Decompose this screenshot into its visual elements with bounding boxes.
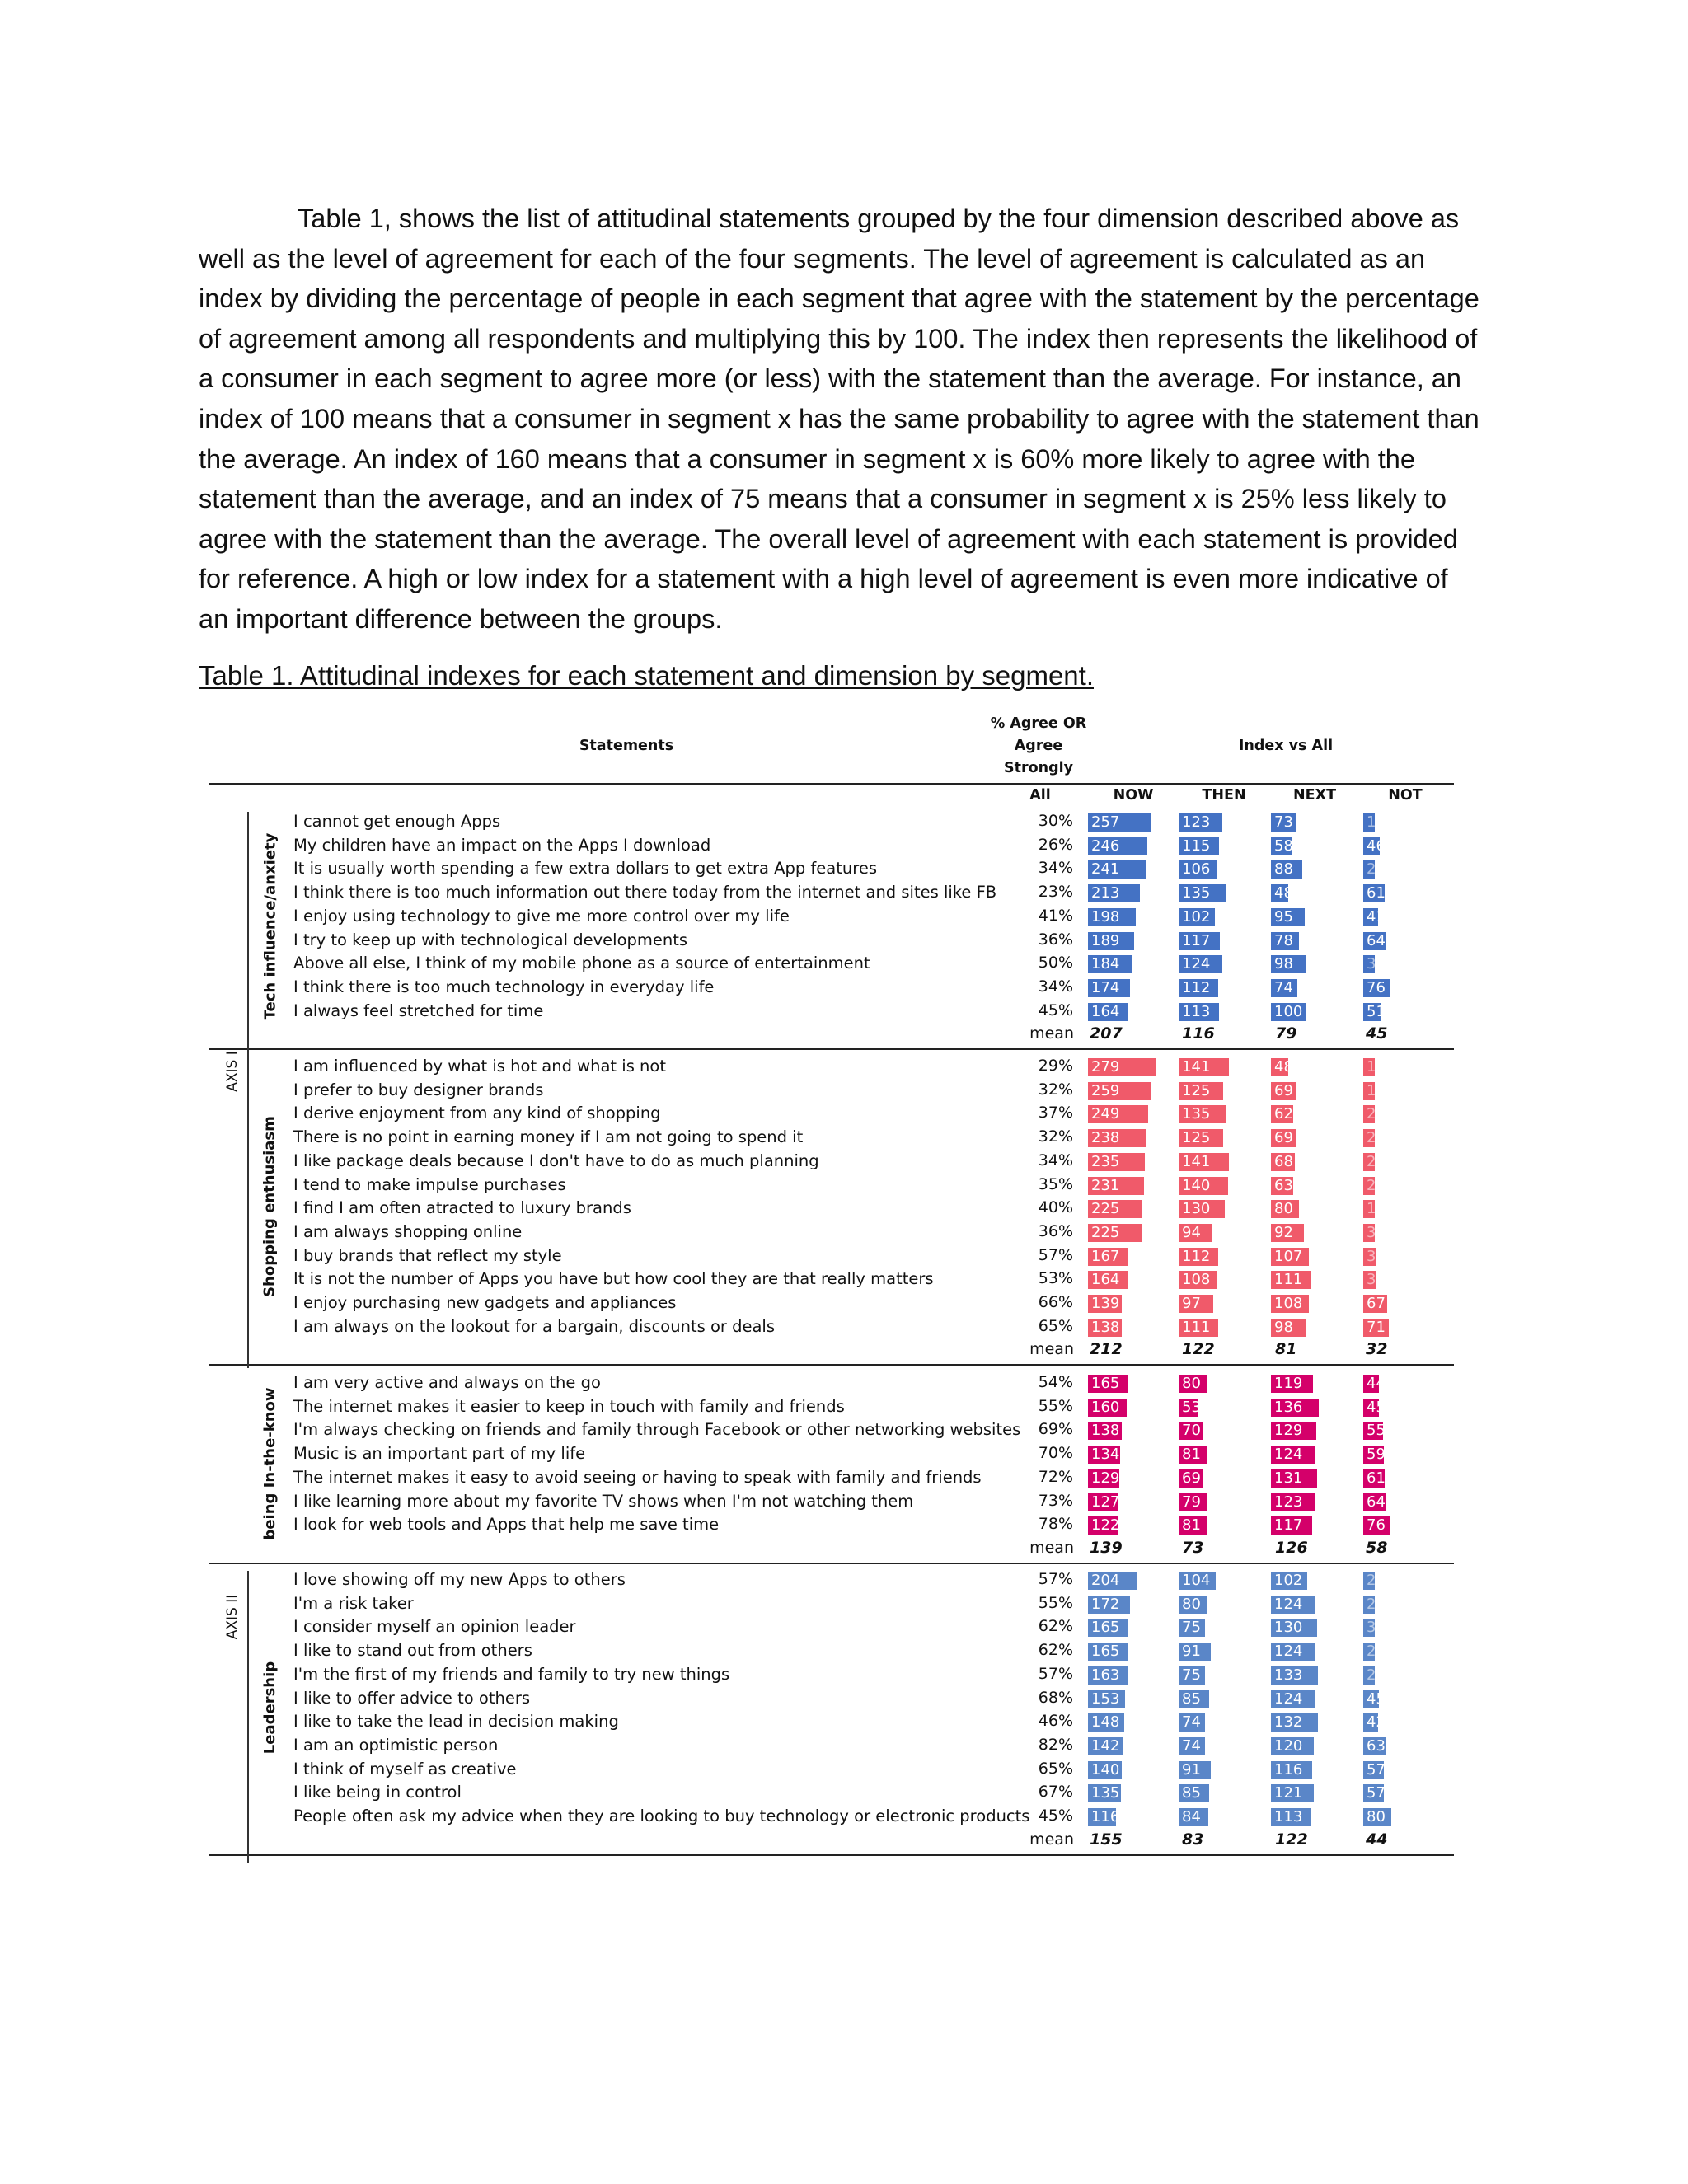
statement-text: I look for web tools and Apps that help me save time — [293, 1515, 720, 1535]
index-bar-now: 225 — [1088, 1224, 1142, 1242]
index-bar-not: 80 — [1363, 1808, 1391, 1826]
statement-text: I like to take the lead in decision making — [293, 1712, 619, 1732]
dimension-label: Tech influence/anxiety — [261, 832, 279, 1019]
agree-percent: 34% — [1038, 1151, 1073, 1169]
agree-percent: 46% — [1038, 1712, 1073, 1731]
mean-value-next: 122 — [1275, 1830, 1308, 1849]
index-bar-not: 26 — [1363, 1129, 1375, 1147]
index-bar-then: 130 — [1179, 1200, 1225, 1218]
index-bar-next: 113 — [1271, 1808, 1311, 1826]
index-bar-next: 74 — [1271, 979, 1297, 997]
index-bar-then: 91 — [1179, 1643, 1211, 1661]
index-bar-next: 107 — [1271, 1248, 1309, 1266]
index-bar-then: 85 — [1179, 1690, 1209, 1708]
index-bar-now: 241 — [1088, 860, 1146, 879]
statement-text: There is no point in earning money if I am not going to spend it — [293, 1127, 804, 1147]
index-bar-next: 120 — [1271, 1737, 1314, 1755]
agree-percent: 73% — [1038, 1491, 1073, 1510]
index-bar-now: 122 — [1088, 1516, 1118, 1535]
dimension-label: Leadership — [260, 1661, 279, 1755]
index-bar-now: 189 — [1088, 932, 1134, 950]
agree-percent: 62% — [1038, 1641, 1073, 1660]
index-bar-not: 67 — [1363, 1295, 1387, 1313]
agree-percent: 37% — [1038, 1104, 1073, 1122]
index-bar-next: 124 — [1271, 1690, 1315, 1708]
index-bar-next: 119 — [1271, 1375, 1313, 1393]
index-bar-then: 106 — [1179, 860, 1217, 879]
index-bar-then: 81 — [1179, 1446, 1207, 1464]
index-bar-next: 124 — [1271, 1446, 1315, 1464]
index-bar-then: 113 — [1179, 1003, 1219, 1021]
agree-percent: 69% — [1038, 1420, 1073, 1439]
index-bar-next: 132 — [1271, 1713, 1318, 1732]
index-bar-next: 108 — [1271, 1295, 1309, 1313]
mean-value-next: 126 — [1275, 1538, 1308, 1557]
mean-value-not: 32 — [1366, 1340, 1388, 1359]
index-bar-then: 102 — [1179, 908, 1215, 926]
index-bar-now: 259 — [1088, 1082, 1151, 1100]
mean-value-now: 155 — [1090, 1830, 1123, 1849]
header-agree-line3: Strongly — [1003, 760, 1073, 776]
index-bar-now: 164 — [1088, 1271, 1128, 1289]
header-not: NOT — [1388, 787, 1423, 804]
index-bar-not: 10 — [1363, 1058, 1375, 1076]
index-bar-not: 61 — [1363, 1469, 1385, 1488]
header-index-vs-all: Index vs All — [1238, 738, 1334, 754]
header-now: NOW — [1113, 787, 1154, 804]
agree-percent: 32% — [1038, 1127, 1073, 1146]
mean-value-now: 207 — [1090, 1024, 1123, 1043]
index-bar-next: 102 — [1271, 1572, 1307, 1590]
agree-percent: 70% — [1038, 1444, 1073, 1463]
index-bar-not: 31 — [1363, 1224, 1375, 1242]
index-bar-then: 117 — [1179, 932, 1220, 950]
index-bar-not: 24 — [1363, 1105, 1375, 1123]
index-bar-not: 51 — [1363, 1003, 1381, 1021]
index-bar-not: 31 — [1363, 955, 1375, 973]
statement-text: I consider myself an opinion leader — [293, 1617, 576, 1637]
index-bar-next: 78 — [1271, 932, 1299, 950]
index-bar-then: 108 — [1179, 1271, 1217, 1289]
index-bar-next: 100 — [1271, 1003, 1306, 1021]
index-bar-now: 148 — [1088, 1713, 1124, 1732]
index-bar-next: 129 — [1271, 1422, 1316, 1440]
index-bar-now: 235 — [1088, 1153, 1145, 1171]
index-bar-not: 25 — [1363, 1596, 1375, 1614]
statement-text: I am always on the lookout for a bargain, discounts or deals — [293, 1316, 775, 1336]
index-bar-then: 125 — [1179, 1082, 1223, 1100]
statement-text: I like learning more about my favorite TV shows when I'm not watching them — [293, 1491, 914, 1511]
index-bar-then: 91 — [1179, 1761, 1211, 1779]
index-bar-not: 35 — [1363, 1271, 1376, 1289]
mean-value-not: 45 — [1366, 1024, 1388, 1043]
statement-text: I like to offer advice to others — [293, 1688, 531, 1708]
mean-label: mean — [1029, 1340, 1074, 1359]
index-bar-now: 249 — [1088, 1105, 1148, 1123]
header-divider — [209, 783, 1454, 785]
index-bar-not: 55 — [1363, 1422, 1383, 1440]
mean-label: mean — [1029, 1830, 1074, 1849]
index-bar-next: 131 — [1271, 1469, 1317, 1488]
mean-value-next: 81 — [1275, 1340, 1297, 1359]
index-bar-not: 45 — [1363, 1690, 1379, 1708]
index-bar-then: 81 — [1179, 1516, 1207, 1535]
header-agree-line1: % Agree OR — [990, 715, 1087, 732]
agree-percent: 36% — [1038, 930, 1073, 949]
index-bar-now: 204 — [1088, 1572, 1137, 1590]
index-bar-then: 75 — [1179, 1666, 1205, 1685]
index-bar-now: 198 — [1088, 908, 1136, 926]
mean-value-now: 139 — [1090, 1538, 1123, 1557]
mean-value-then: 116 — [1182, 1024, 1215, 1043]
statement-text: I enjoy purchasing new gadgets and appliances — [293, 1293, 677, 1312]
agree-percent: 57% — [1038, 1664, 1073, 1683]
index-bar-then: 140 — [1179, 1177, 1228, 1195]
index-bar-not: 26 — [1363, 1177, 1375, 1195]
index-bar-now: 225 — [1088, 1200, 1142, 1218]
agree-percent: 29% — [1038, 1057, 1073, 1075]
agree-percent: 50% — [1038, 954, 1073, 972]
header-agree-line2: Agree — [1014, 738, 1063, 754]
index-bar-next: 69 — [1271, 1129, 1296, 1147]
section-divider — [209, 1364, 1454, 1366]
statement-text: I prefer to buy designer brands — [293, 1080, 544, 1099]
index-bar-now: 140 — [1088, 1761, 1122, 1779]
index-bar-next: 130 — [1271, 1619, 1317, 1637]
index-bar-then: 84 — [1179, 1808, 1208, 1826]
index-bar-then: 97 — [1179, 1295, 1213, 1313]
index-bar-then: 80 — [1179, 1596, 1207, 1614]
statement-text: I derive enjoyment from any kind of shopping — [293, 1104, 661, 1123]
index-bar-then: 141 — [1179, 1058, 1229, 1076]
index-bar-next: 48 — [1271, 1058, 1288, 1076]
agree-percent: 34% — [1038, 859, 1073, 878]
statement-text: I am always shopping online — [293, 1221, 523, 1241]
index-bar-not: 64 — [1363, 1493, 1386, 1511]
index-bar-not: 45 — [1363, 1399, 1379, 1417]
index-bar-then: 85 — [1179, 1784, 1209, 1802]
index-bar-next: 62 — [1271, 1105, 1293, 1123]
index-bar-not: 21 — [1363, 860, 1375, 879]
agree-percent: 82% — [1038, 1735, 1073, 1754]
statement-text: I like to stand out from others — [293, 1641, 532, 1661]
agree-percent: 30% — [1038, 812, 1073, 830]
index-bar-now: 257 — [1088, 813, 1151, 832]
index-bar-next: 92 — [1271, 1224, 1304, 1242]
index-bar-next: 63 — [1271, 1177, 1293, 1195]
index-bar-not: 63 — [1363, 1737, 1386, 1755]
index-bar-next: 98 — [1271, 1319, 1306, 1337]
section-divider — [209, 1563, 1454, 1564]
section-divider — [209, 1048, 1454, 1050]
statement-text: It is not the number of Apps you have but how cool they are that really matters — [293, 1269, 934, 1289]
index-bar-not: 24 — [1363, 1666, 1375, 1685]
index-bar-now: 238 — [1088, 1129, 1146, 1147]
index-bar-now: 246 — [1088, 837, 1147, 855]
index-bar-then: 124 — [1179, 955, 1222, 973]
index-bar-then: 104 — [1179, 1572, 1216, 1590]
index-bar-now: 153 — [1088, 1690, 1125, 1708]
index-bar-next: 116 — [1271, 1761, 1312, 1779]
index-bar-not: 76 — [1363, 979, 1390, 997]
index-bar-not: 44 — [1363, 1375, 1379, 1393]
header-then: THEN — [1202, 787, 1246, 804]
index-bar-then: 75 — [1179, 1619, 1205, 1637]
header-all: All — [1029, 787, 1051, 804]
index-bar-next: 111 — [1271, 1271, 1311, 1289]
statement-text: I think there is too much information out there today from the internet and sites like FB — [293, 883, 997, 902]
index-bar-now: 127 — [1088, 1493, 1118, 1511]
mean-label: mean — [1029, 1024, 1074, 1043]
index-bar-then: 70 — [1179, 1422, 1203, 1440]
statement-text: I think of myself as creative — [293, 1759, 517, 1779]
statement-text: People often ask my advice when they are looking to buy technology or electronic products — [293, 1807, 1030, 1825]
index-bar-now: 165 — [1088, 1619, 1128, 1637]
index-bar-not: 13 — [1363, 813, 1375, 832]
index-bar-then: 115 — [1179, 837, 1219, 855]
index-bar-not: 76 — [1363, 1516, 1390, 1535]
index-bar-now: 116 — [1088, 1808, 1116, 1826]
index-bar-not: 59 — [1363, 1446, 1384, 1464]
statement-text: I like being in control — [293, 1783, 462, 1802]
index-bar-now: 138 — [1088, 1319, 1122, 1337]
table-caption: Table 1. Attitudinal indexes for each statement and dimension by segment. — [199, 660, 1094, 691]
index-bar-now: 213 — [1088, 884, 1140, 902]
axis-label: AXIS II — [224, 1594, 241, 1640]
index-bar-then: 141 — [1179, 1153, 1229, 1171]
index-bar-then: 135 — [1179, 1105, 1226, 1123]
index-bar-now: 142 — [1088, 1737, 1123, 1755]
statement-text: I am an optimistic person — [293, 1735, 499, 1755]
index-bar-now: 165 — [1088, 1375, 1128, 1393]
index-bar-now: 164 — [1088, 1003, 1128, 1021]
index-bar-now: 231 — [1088, 1177, 1144, 1195]
axis-bracket-line — [247, 1571, 249, 1863]
index-bar-now: 165 — [1088, 1643, 1128, 1661]
index-bar-now: 172 — [1088, 1596, 1130, 1614]
index-bar-next: 136 — [1271, 1399, 1319, 1417]
agree-percent: 23% — [1038, 883, 1073, 902]
index-bar-not: 41 — [1363, 908, 1378, 926]
statement-text: I always feel stretched for time — [293, 1001, 544, 1020]
agree-percent: 68% — [1038, 1688, 1073, 1707]
index-bar-then: 94 — [1179, 1224, 1212, 1242]
index-bar-now: 129 — [1088, 1469, 1119, 1488]
index-bar-not: 57 — [1363, 1784, 1384, 1802]
header-next: NEXT — [1292, 787, 1337, 804]
index-bar-next: 80 — [1271, 1200, 1299, 1218]
statement-text: The internet makes it easy to avoid seeing or having to speak with family and friends — [293, 1467, 982, 1487]
agree-percent: 66% — [1038, 1293, 1073, 1311]
index-bar-not: 12 — [1363, 1082, 1375, 1100]
index-bar-then: 123 — [1179, 813, 1222, 832]
index-bar-not: 64 — [1363, 932, 1386, 950]
agree-percent: 53% — [1038, 1269, 1073, 1288]
agree-percent: 55% — [1038, 1593, 1073, 1612]
agree-percent: 57% — [1038, 1245, 1073, 1264]
statement-text: I find I am often atracted to luxury brands — [293, 1198, 631, 1218]
statement-text: I think there is too much technology in everyday life — [293, 977, 715, 996]
index-bar-now: 138 — [1088, 1422, 1122, 1440]
statement-text: I am very active and always on the go — [293, 1373, 601, 1392]
agree-percent: 55% — [1038, 1396, 1073, 1415]
agree-percent: 62% — [1038, 1617, 1073, 1636]
dimension-label: being In-the-know — [260, 1387, 279, 1540]
index-bar-then: 74 — [1179, 1737, 1205, 1755]
index-bar-not: 61 — [1363, 884, 1385, 902]
index-bar-next: 68 — [1271, 1153, 1295, 1171]
statement-text: I cannot get enough Apps — [293, 812, 501, 831]
index-bar-then: 53 — [1179, 1399, 1198, 1417]
mean-value-then: 122 — [1182, 1340, 1215, 1359]
agree-percent: 67% — [1038, 1783, 1073, 1802]
index-bar-now: 160 — [1088, 1399, 1127, 1417]
agree-percent: 45% — [1038, 1001, 1073, 1019]
statement-text: I enjoy using technology to give me more control over my life — [293, 906, 790, 926]
index-bar-not: 27 — [1363, 1643, 1375, 1661]
index-bar-not: 26 — [1363, 1153, 1375, 1171]
agree-percent: 32% — [1038, 1080, 1073, 1099]
mean-label: mean — [1029, 1538, 1074, 1557]
index-bar-next: 48 — [1271, 884, 1288, 902]
index-bar-then: 79 — [1179, 1493, 1207, 1511]
mean-value-now: 212 — [1090, 1340, 1123, 1359]
statement-text: I buy brands that reflect my style — [293, 1245, 562, 1265]
index-bar-not: 71 — [1363, 1319, 1389, 1337]
mean-value-then: 73 — [1182, 1538, 1204, 1557]
statement-text: I love showing off my new Apps to others — [293, 1570, 626, 1589]
index-bar-next: 133 — [1271, 1666, 1318, 1685]
index-bar-not: 37 — [1363, 1248, 1376, 1266]
index-bar-now: 167 — [1088, 1248, 1128, 1266]
axis-bracket-line — [247, 812, 249, 1368]
agree-percent: 26% — [1038, 835, 1073, 854]
agree-percent: 40% — [1038, 1198, 1073, 1217]
agree-percent: 57% — [1038, 1570, 1073, 1588]
agree-percent: 36% — [1038, 1221, 1073, 1240]
intro-paragraph: Table 1, shows the list of attitudinal statements grouped by the four dimension described above as well as the level of agreement for each of the four segments. The level of agreement is calculated as an index by dividing the percentage of people in each segment that agree with the statement by the percentage of agreement among all respondents and multiplying this by 100. The index then represents the likelihood of a consumer in each segment to agree more (or less) with the statement than the average. For instance, an index of 100 means that a consumer in segment x has the same probability to agree with the statement than the average. An index of 160 means that a consumer in segment x is 60% more likely to agree with the statement than the average, and an index of 75 means that a consumer in segment x is 25% less likely to agree with the statement than the average. The overall level of agreement with each statement is provided for reference. A high or low index for a statement with a high level of agreement is even more indicative of an important difference between the groups. — [199, 204, 1479, 634]
agree-percent: 65% — [1038, 1316, 1073, 1335]
index-bar-then: 112 — [1179, 1248, 1218, 1266]
index-bar-now: 134 — [1088, 1446, 1120, 1464]
index-bar-then: 135 — [1179, 884, 1226, 902]
agree-percent: 41% — [1038, 906, 1073, 925]
statement-text: It is usually worth spending a few extra dollars to get extra App features — [293, 859, 877, 879]
index-bar-not: 57 — [1363, 1761, 1384, 1779]
index-bar-then: 111 — [1179, 1319, 1218, 1337]
index-bar-next: 95 — [1271, 908, 1305, 926]
index-bar-next: 88 — [1271, 860, 1302, 879]
index-bar-now: 174 — [1088, 979, 1130, 997]
index-bar-then: 69 — [1179, 1469, 1203, 1488]
agree-percent: 72% — [1038, 1467, 1073, 1486]
agree-percent: 78% — [1038, 1515, 1073, 1534]
section-divider — [209, 1854, 1454, 1856]
index-bar-now: 279 — [1088, 1058, 1156, 1076]
index-bar-next: 69 — [1271, 1082, 1296, 1100]
index-bar-next: 73 — [1271, 813, 1296, 832]
index-bar-not: 46 — [1363, 837, 1380, 855]
index-bar-now: 139 — [1088, 1295, 1122, 1313]
index-bar-then: 74 — [1179, 1713, 1205, 1732]
statement-text: I like package deals because I don't have to do as much planning — [293, 1151, 819, 1170]
statement-text: Music is an important part of my life — [293, 1444, 586, 1464]
index-bar-then: 80 — [1179, 1375, 1207, 1393]
agree-percent: 65% — [1038, 1759, 1073, 1778]
statement-text: I try to keep up with technological developments — [293, 930, 688, 949]
mean-value-not: 44 — [1366, 1830, 1388, 1849]
axis-label: AXIS I — [224, 1051, 241, 1092]
statement-text: My children have an impact on the Apps I download — [293, 835, 711, 855]
agree-percent: 54% — [1038, 1373, 1073, 1391]
mean-value-not: 58 — [1366, 1538, 1388, 1557]
index-bar-now: 184 — [1088, 955, 1132, 973]
index-bar-not: 42 — [1363, 1713, 1378, 1732]
mean-value-next: 79 — [1275, 1024, 1297, 1043]
index-bar-not: 15 — [1363, 1200, 1375, 1218]
index-bar-then: 125 — [1179, 1129, 1223, 1147]
index-bar-then: 112 — [1179, 979, 1218, 997]
statement-text: I am influenced by what is hot and what is not — [293, 1057, 666, 1076]
index-bar-now: 163 — [1088, 1666, 1128, 1685]
statement-text: I'm a risk taker — [293, 1593, 414, 1613]
index-bar-not: 22 — [1363, 1572, 1375, 1590]
index-bar-next: 117 — [1271, 1516, 1312, 1535]
agree-percent: 35% — [1038, 1174, 1073, 1193]
index-bar-next: 124 — [1271, 1643, 1315, 1661]
agree-percent: 34% — [1038, 977, 1073, 996]
header-statements: Statements — [579, 738, 674, 754]
index-bar-next: 98 — [1271, 955, 1306, 973]
index-bar-not: 30 — [1363, 1619, 1375, 1637]
index-bar-now: 135 — [1088, 1784, 1121, 1802]
statement-text: The internet makes it easier to keep in touch with family and friends — [293, 1396, 845, 1416]
statement-text: I tend to make impulse purchases — [293, 1174, 566, 1194]
statement-text: I'm always checking on friends and family through Facebook or other networking websites — [293, 1420, 1021, 1440]
statement-text: Above all else, I think of my mobile phone as a source of entertainment — [293, 954, 870, 973]
index-bar-next: 58 — [1271, 837, 1292, 855]
dimension-label: Shopping enthusiasm — [260, 1115, 279, 1297]
agree-percent: 45% — [1038, 1807, 1073, 1825]
mean-value-then: 83 — [1182, 1830, 1204, 1849]
index-bar-next: 123 — [1271, 1493, 1315, 1511]
index-bar-next: 121 — [1271, 1784, 1314, 1802]
index-bar-next: 124 — [1271, 1596, 1315, 1614]
statement-text: I'm the first of my friends and family to try new things — [293, 1664, 730, 1684]
